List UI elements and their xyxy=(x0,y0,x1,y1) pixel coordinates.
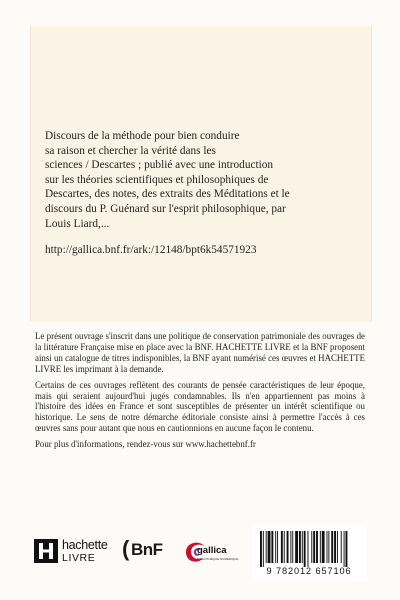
notice-paragraph: Le présent ouvrage s'inscrit dans une politique de conservation patrimoniale des ouvrages de la littérature Française mise en place avec la BNF. HACHETTE LIVRE et la BNF proposent ainsi un catalogue de titres indisponibles, la BNF ayant numérisé ces œuvres et HACHETTE LIVRE les imprimant à la demande. xyxy=(35,331,365,374)
gallica-caption: BIBLIOTHÈQUE NUMÉRIQUE xyxy=(197,557,239,561)
barcode-bar xyxy=(290,531,291,563)
barcode-bar xyxy=(268,531,271,563)
barcode-bar xyxy=(295,531,298,563)
barcode-bar xyxy=(337,531,338,563)
barcode-bar xyxy=(292,531,293,563)
gallica-wordmark: gallica xyxy=(197,545,227,556)
title-line: Descartes, des notes, des extraits des Méditations et le xyxy=(45,188,290,201)
title-line: sciences / Descartes ; publié avec une introduction xyxy=(45,159,274,172)
barcode-bar xyxy=(260,531,262,567)
barcode-bar xyxy=(320,531,321,563)
barcode-bar xyxy=(271,531,273,563)
barcode-bar xyxy=(328,531,329,563)
barcode-bar xyxy=(308,531,309,567)
gallica-logo xyxy=(180,537,239,567)
barcode-bar xyxy=(304,531,306,567)
barcode-bar xyxy=(299,531,301,563)
barcode-bar xyxy=(266,531,267,563)
hachette-wordmark: hachette xyxy=(62,538,108,552)
title-line: Discours de la méthode pour bien conduire xyxy=(45,130,240,142)
title-line: sa raison et chercher la vérité dans les xyxy=(45,144,216,157)
barcode-bar xyxy=(346,531,348,567)
isbn-barcode xyxy=(252,525,366,581)
isbn-digits: 9 782012 657106 xyxy=(266,566,352,576)
barcode-bar xyxy=(287,531,289,563)
barcode-bar xyxy=(322,531,325,563)
title-line: discours du P. Guénard sur l'esprit philosophique, par xyxy=(45,202,286,215)
barcode-bar xyxy=(331,531,333,563)
barcode-bar xyxy=(334,531,336,563)
hachette-h-icon xyxy=(34,539,58,563)
barcode-bar xyxy=(316,531,318,563)
bnf-paren: ( xyxy=(122,536,130,561)
barcode-bar xyxy=(302,531,303,563)
barcode-bar xyxy=(284,531,285,563)
barcode-bar xyxy=(277,531,278,563)
barcode-bar xyxy=(311,531,312,563)
hachette-livre-logo xyxy=(34,537,110,565)
publisher-notice xyxy=(35,331,365,455)
barcode-bar xyxy=(327,531,328,563)
barcode-bar xyxy=(344,531,345,567)
barcode-bar xyxy=(313,531,315,563)
gallica-url: http://gallica.bnf.fr/ark:/12148/bpt6k54571923 xyxy=(45,244,257,256)
livre-wordmark: LIVRE xyxy=(62,552,96,564)
title-line: Louis Liard,... xyxy=(45,217,110,230)
book-title xyxy=(45,129,361,231)
bnf-wordmark: BnF xyxy=(131,540,163,559)
barcode-bars xyxy=(252,525,366,569)
notice-paragraph: Pour plus d'informations, rendez-vous sur www.hachettebnf.fr xyxy=(35,439,256,450)
barcode-bar xyxy=(281,531,283,563)
notice-paragraph: Certains de ces ouvrages reflètent des courants de pensée caractéristiques de leur époque, mais qui seraient aujourd'hui jugés condamnables. Ils n'en appartiennent pas moins à l'histoire des idées en France et sont susceptibles de présenter un intérêt scientifique ou historique. Le sens de notre démarche éditoriale consiste ainsi à permettre l'accès à ces œuvres sans pour autant que nous en cautionnions en aucune façon le contenu. xyxy=(35,379,365,434)
barcode-bar xyxy=(341,531,342,563)
title-line: sur les théories scientifiques et philosophiques de xyxy=(45,173,269,186)
bnf-logo xyxy=(122,536,168,565)
barcode-bar xyxy=(275,531,276,563)
barcode-bar xyxy=(263,531,264,567)
